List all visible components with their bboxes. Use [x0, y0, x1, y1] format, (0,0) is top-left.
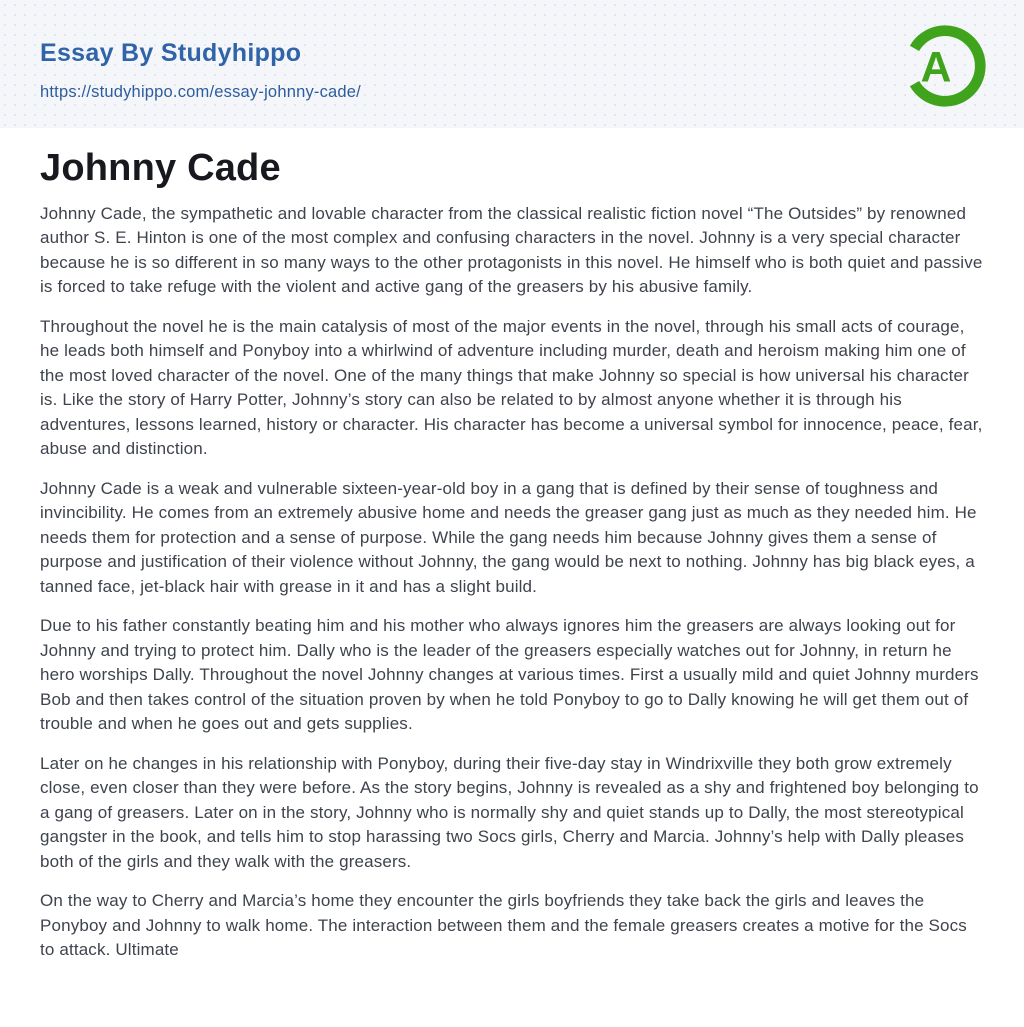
essay-paragraph-5: Later on he changes in his relationship with Ponyboy, during their five-day stay in Windrixville they both grow extremely close, even closer than they were before. As the story begins, Johnny is revealed as a shy and frightened boy belonging to a gang of greasers. Later on in the story, Johnny who is normally shy and quiet stands up to Dally, the most stereotypical gangster in the book, and tells him to stop harassing two Socs girls, Cherry and Marcia. Johnny’s help with Dally pleases both of the girls and they walk with the greasers.	[40, 753, 979, 871]
essay-title: Johnny Cade	[40, 147, 281, 189]
page-header	[0, 0, 1024, 128]
header-text-block	[40, 27, 361, 102]
essay-paragraph-3: Johnny Cade is a weak and vulnerable sixteen-year-old boy in a gang that is defined by their sense of toughness and invincibility. He comes from an extremely abusive home and needs the greaser gang just as much as they needed him. He needs them for protection and a sense of purpose. While the gang needs him because Johnny gives them a sense of purpose and justification of their violence without Johnny, the gang would be next to nothing. Johnny has big black eyes, a tanned face, jet-black hair with grease in it and has a slight build.	[40, 478, 977, 596]
essay-paragraph-1: Johnny Cade, the sympathetic and lovable character from the classical realistic fiction novel “The Outsides” by renowned author S. E. Hinton is one of the most complex and confusing characters in the novel. Johnny is a very special character because he is so different in so many ways to the other protagonists in this novel. He himself who is both quiet and passive is forced to take refuge with the violent and active gang of the greasers by his abusive family.	[40, 203, 983, 297]
essay-url-link[interactable]: https://studyhippo.com/essay-johnny-cade/	[40, 82, 361, 101]
essay-article	[0, 128, 1024, 963]
studyhippo-logo-icon	[904, 19, 986, 113]
essay-paragraph-6: On the way to Cherry and Marcia’s home they encounter the girls boyfriends they take back the girls and leaves the Ponyboy and Johnny to walk home. The interaction between them and the female greasers creates a motive for the Socs to attack. Ultimate	[40, 891, 967, 960]
logo-letter: A	[920, 43, 952, 92]
site-title: Essay By Studyhippo	[40, 38, 302, 67]
essay-paragraph-2: Throughout the novel he is the main catalysis of most of the major events in the novel, through his small acts of courage, he leads both himself and Ponyboy into a whirlwind of adventure including murder, death and heroism making him one of the most loved character of the novel. One of the many things that make Johnny so special is how universal his character is. Like the story of Harry Potter, Johnny’s story can also be related to by almost anyone whether it is through his adventures, lessons learned, history or character. His character has become a universal symbol for innocence, peace, fear, abuse and distinction.	[40, 316, 983, 459]
essay-paragraph-4: Due to his father constantly beating him and his mother who always ignores him the greasers are always looking out for Johnny and trying to protect him. Dally who is the leader of the greasers especially watches out for Johnny, in return he hero worships Dally. Throughout the novel Johnny changes at various times. First a usually mild and quiet Johnny murders Bob and then takes control of the situation proven by when he told Ponyboy to go to Dally knowing he will get them out of trouble and when he goes out and gets supplies.	[40, 616, 979, 734]
